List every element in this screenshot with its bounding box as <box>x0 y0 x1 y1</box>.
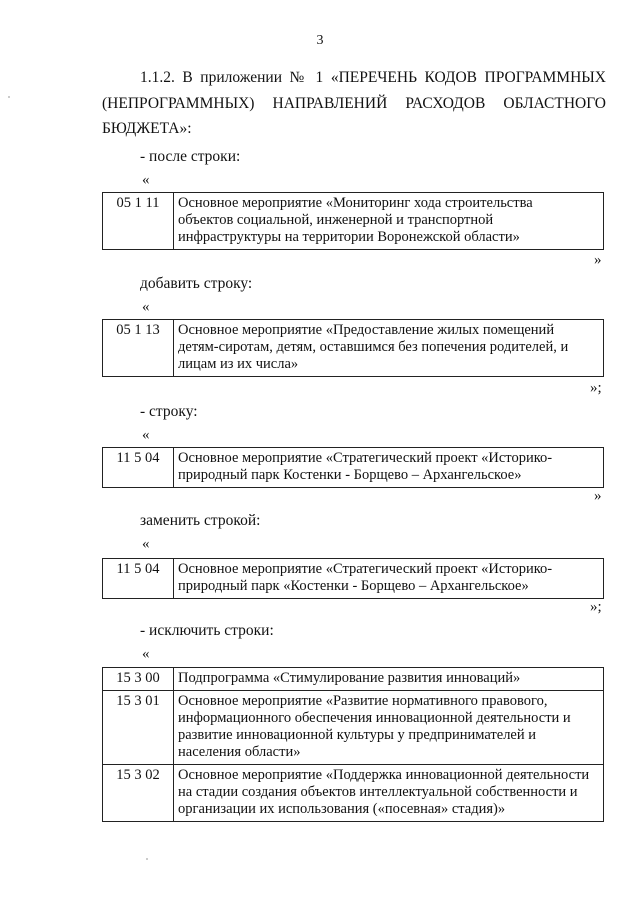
description-line: Основное мероприятие «Предоставление жилых помещений <box>178 322 555 338</box>
row-code: 05 1 13 <box>103 320 174 377</box>
instruction-row: - строку: <box>140 403 198 420</box>
row-code: 15 3 01 <box>103 691 174 765</box>
close-quote: » <box>594 488 602 504</box>
description-line: детям-сиротам, детям, оставшимся без попечения родителей, и <box>178 339 569 355</box>
row-description <box>174 559 604 599</box>
heading-line-2: (НЕПРОГРАММНЫХ) НАПРАВЛЕНИЙ РАСХОДОВ ОБЛАСТНОГО <box>102 95 606 112</box>
description-line: организации их использования («посевная» стадия)» <box>178 801 506 817</box>
table-replaced-row <box>102 447 604 488</box>
scan-speck <box>146 858 148 860</box>
instruction-replace-with: заменить строкой: <box>140 512 261 529</box>
page-number: 3 <box>316 33 324 48</box>
description-line: лицам из их числа» <box>178 356 299 372</box>
row-description <box>174 765 604 822</box>
table-row <box>103 320 604 377</box>
table-body <box>103 193 604 250</box>
open-quote: « <box>142 172 150 188</box>
table-after-row <box>102 192 604 250</box>
instruction-after-row: - после строки: <box>140 148 241 165</box>
description-line: объектов социальной, инженерной и транспортной <box>178 212 494 228</box>
row-description <box>174 691 604 765</box>
table-body <box>103 559 604 599</box>
table-row <box>103 668 604 691</box>
description-line: населения области» <box>178 744 301 760</box>
heading-line-1: 1.1.2. В приложении № 1 «ПЕРЕЧЕНЬ КОДОВ ПРОГРАММНЫХ <box>140 69 606 86</box>
open-quote: « <box>142 299 150 315</box>
description-line: природный парк Костенки - Борщево – Архангельское» <box>178 467 522 483</box>
description-line: Основное мероприятие «Мониторинг хода строительства <box>178 195 533 211</box>
open-quote: « <box>142 536 150 552</box>
table-row <box>103 193 604 250</box>
description-line: на стадии создания объектов интеллектуальной собственности и <box>178 784 578 800</box>
table-row <box>103 691 604 765</box>
row-description <box>174 320 604 377</box>
description-line: Подпрограмма «Стимулирование развития инноваций» <box>178 670 521 686</box>
close-quote: » <box>594 252 602 268</box>
table-excluded-rows <box>102 667 604 822</box>
table-row <box>103 765 604 822</box>
row-code: 11 5 04 <box>103 559 174 599</box>
open-quote: « <box>142 646 150 662</box>
description-line: Основное мероприятие «Развитие нормативного правового, <box>178 693 548 709</box>
table-row <box>103 448 604 488</box>
instruction-add-row: добавить строку: <box>140 275 253 292</box>
row-code: 05 1 11 <box>103 193 174 250</box>
table-replacement-row <box>102 558 604 599</box>
description-line: развитие инновационной культуры у предпринимателей и <box>178 727 537 743</box>
instruction-exclude-rows: - исключить строки: <box>140 622 274 639</box>
description-line: инфраструктуры на территории Воронежской области» <box>178 229 520 245</box>
row-code: 15 3 00 <box>103 668 174 691</box>
description-line: Основное мероприятие «Стратегический проект «Историко- <box>178 450 553 466</box>
table-added-row <box>102 319 604 377</box>
row-description <box>174 193 604 250</box>
row-description <box>174 448 604 488</box>
description-line: природный парк «Костенки - Борщево – Архангельское» <box>178 578 529 594</box>
open-quote: « <box>142 427 150 443</box>
description-line: Основное мероприятие «Стратегический проект «Историко- <box>178 561 553 577</box>
close-quote-semicolon: »; <box>590 380 602 396</box>
table-row <box>103 559 604 599</box>
table-body <box>103 448 604 488</box>
row-code: 11 5 04 <box>103 448 174 488</box>
description-line: Основное мероприятие «Поддержка инновационной деятельности <box>178 767 590 783</box>
description-line: информационного обеспечения инновационной деятельности и <box>178 710 571 726</box>
table-body <box>103 668 604 822</box>
table-body <box>103 320 604 377</box>
close-quote-semicolon: »; <box>590 599 602 615</box>
row-code: 15 3 02 <box>103 765 174 822</box>
scan-speck <box>8 96 10 98</box>
heading-line-3: БЮДЖЕТА»: <box>102 120 192 137</box>
row-description <box>174 668 604 691</box>
